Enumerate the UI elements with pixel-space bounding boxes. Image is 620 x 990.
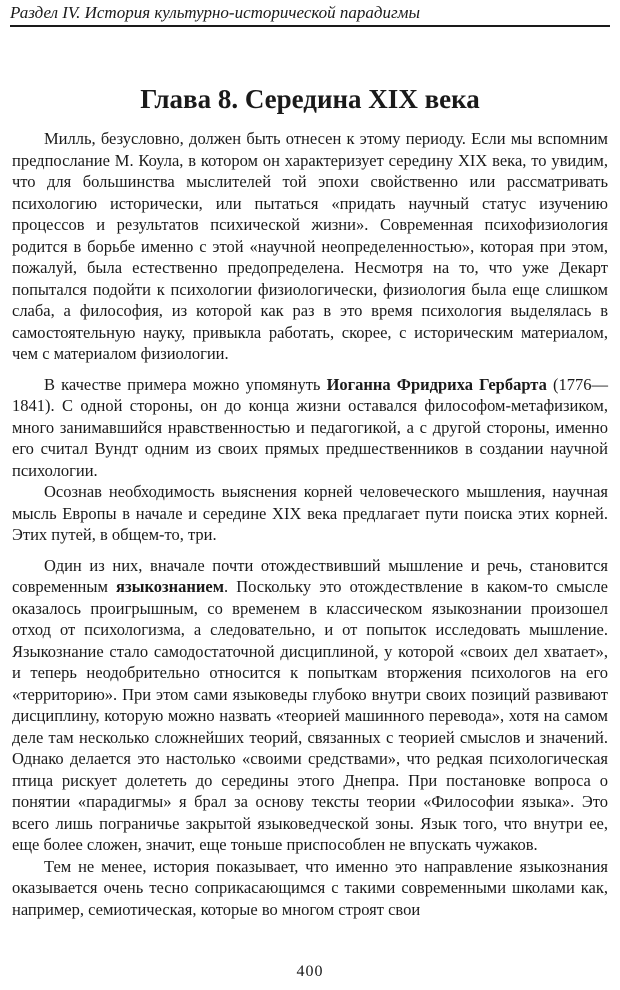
paragraph-2-lead: В качестве примера можно упомянуть: [44, 374, 327, 394]
paragraph-4-lead: Один из них, вначале почти отождествивший мышление и речь, становится современным: [12, 555, 608, 596]
paragraph-2: [12, 374, 608, 482]
paragraph-2-rest: (1776—1841). С одной стороны, он до конца жизни оставался философом-метафизиком, много занимавшийся нравственностью и педагогикой, а с другой стороны, именно его считал Вундт одним из своих прямых предшественников в создании научной психологии.: [12, 374, 609, 480]
paragraph-1: Милль, безусловно, должен быть отнесен к этому периоду. Если мы вспомним предпослание М. Коула, в котором он характеризует середину XIX века, то увидим, что для большинства мыслителей той эпохи свойственно или рассматривать психологию исторически, или пытаться «придать научный статус изучению процессов и результатов психической жизни». Современная психофизиология родится в борьбе именно с этой «научной неопределенностью», которая при этом, пожалуй, была естественно предопределена. Несмотря на то, что уже Декарт попытался подойти к психологии физиологически, физиология была еще слишком слаба, а философия, из которой как раз в это время психология выделялась в самостоятельную науку, привыкла работать, скорее, с историческим материалом, чем с материалом физиологии.: [12, 129, 608, 363]
person-name-herbart: Иоганна Фридриха Гербарта: [326, 374, 547, 394]
paragraph-4: [12, 555, 608, 856]
chapter-title: Глава 8. Середина XIX века: [140, 84, 480, 114]
body-text: [12, 128, 608, 920]
paragraph-4-rest: . Поскольку это отождествление в каком-то смысле оказалось проигрышным, со временем в классическом языкознании произошел отход от психологизма, а следовательно, и от попыток исследовать мышление. Языкознание стало самодостаточной дисциплиной, у которой «своих дел хватает», и теперь неодобрительно относится к попыткам вторжения психологов на его «территорию». При этом сами языковеды глубоко внутри своих позиций развивают дисциплину, которую можно назвать «теорией машинного перевода», хотя на самом деле там несколько сложнейших теорий, связанных с теорией смыслов и значений. Однако делается это настолько «своими средствами», что редкая психологическая птица рискует долететь до середины этого Днепра. При постановке вопроса о понятии «парадигмы» я брал за основу тексты теории «Философии языка». Это всего лишь пограничье закрытой языковедческой зоны. Язык того, что внутри ее, еще более сложен, значит, еще тоньше приспособлен не впускать чужаков.: [12, 577, 608, 854]
paragraph-5: Тем не менее, история показывает, что именно это направление языкознания оказывается очень тесно соприкасающимся с такими современными школами как, например, семиотическая, которые во многом строят свои: [12, 856, 608, 919]
header-divider: [10, 25, 610, 27]
paragraph-3: Осознав необходимость выяснения корней человеческого мышления, научная мысль Европы в начале и середине XIX века предлагает пути поиска этих корней. Этих путей, в общем-то, три.: [12, 482, 608, 544]
term-linguistics: языкознанием: [116, 577, 224, 596]
running-header: Раздел IV. История культурно-исторической парадигмы: [10, 3, 421, 22]
page-number: 400: [296, 963, 324, 980]
